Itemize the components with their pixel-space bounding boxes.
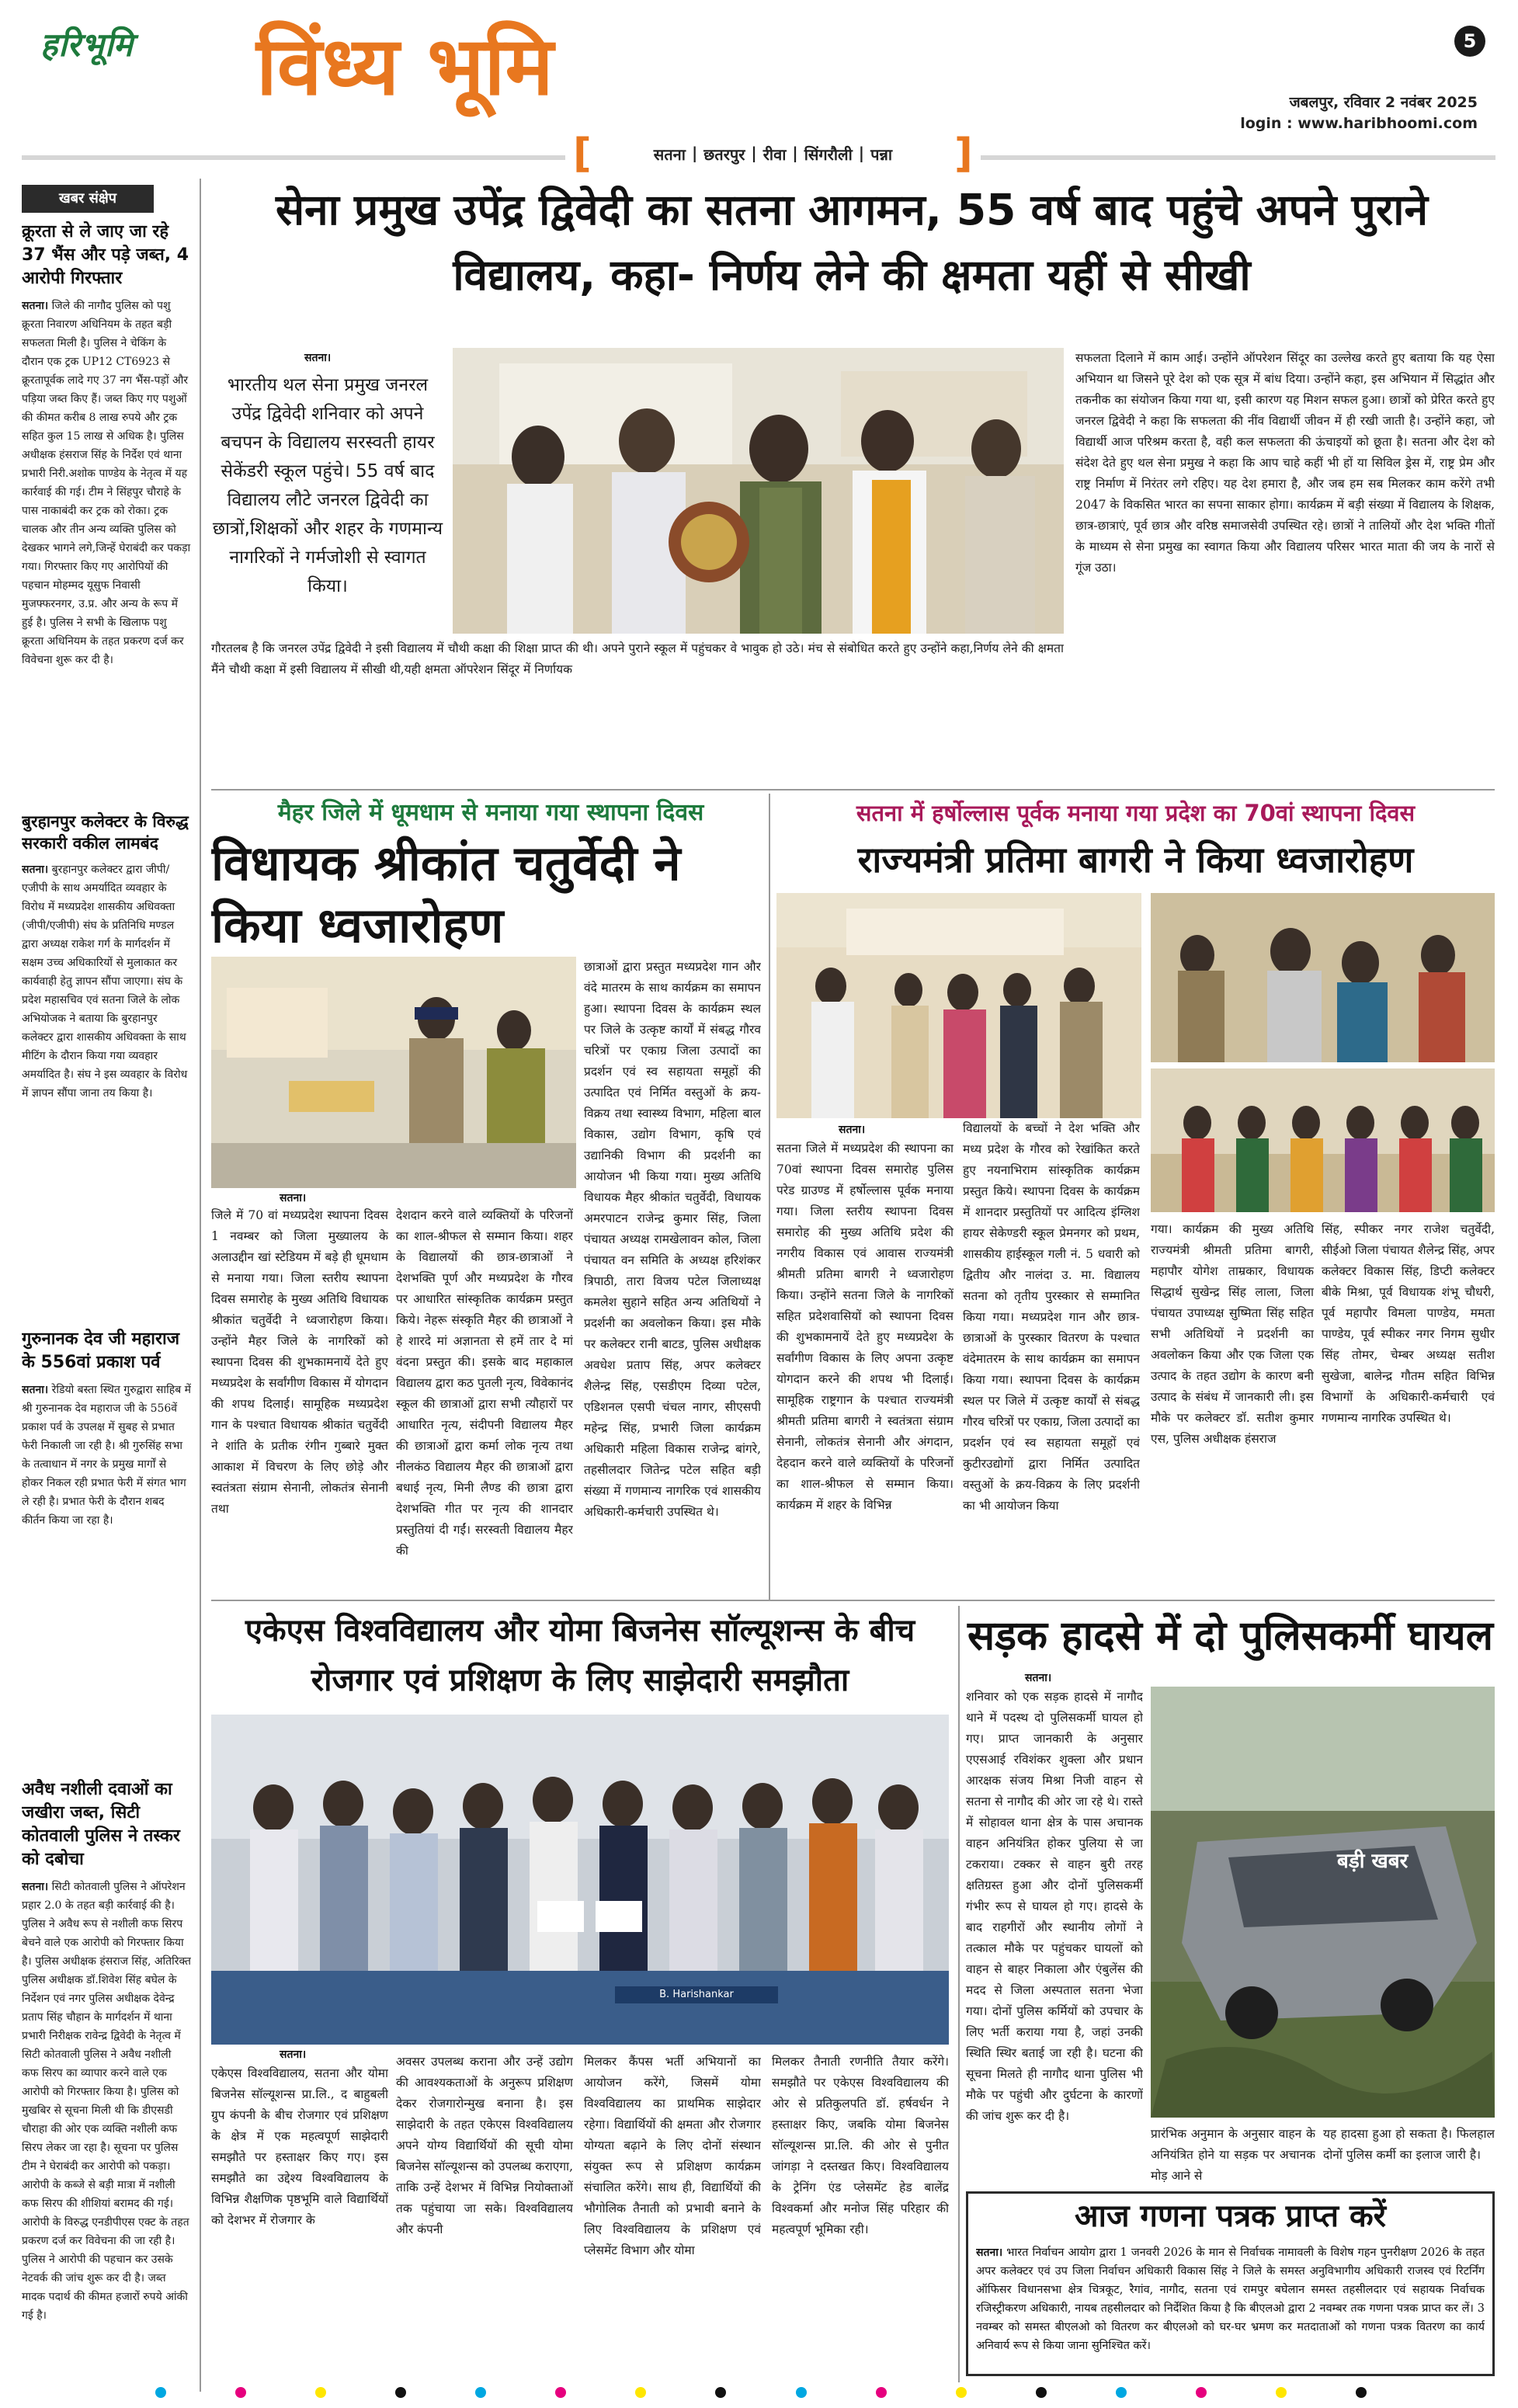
maihar-photo — [211, 957, 576, 1188]
sidebar-brief-2 — [22, 811, 191, 1277]
region-separator: | — [858, 143, 865, 162]
maihar-dateline — [280, 1190, 306, 1205]
region-separator: | — [751, 143, 757, 162]
aks-col-2: अवसर उपलब्ध कराना और उन्हें उद्योग की आवश्यकताओं के अनुरूप प्रशिक्षण देकर रोजगारोन्मुख बनाना है। इस साझेदारी के तहत एकेएस विश्वविद्यालय अपने योग्य विद्यार्थियों की सूची योमा बिजनेस सॉल्यूशन्स को उपलब्ध कराएगा, ताकि उन्हें देशभर में विभिन्न नियोक्ताओं तक पहुंचाया जा सके। विश्वविद्यालय और कंपनी — [396, 2055, 573, 2236]
satna-dateline — [839, 1121, 865, 1137]
satna-col-4: सिंह, स्पीकर नगर राजेश चतुर्वेदी, सीईओ जिला पंचायत शैलेन्द्र सिंह, अपर कलेक्टर विकास सिंह, डिप्टी कलेक्टर बीके मिश्रा, पूर्व विधायक शंभू चौधरी, पूर्व महापौर विमला पाण्डेय, ममता पाण्डेय, पूर्व स्पीकर नगर निगम सुधीर सिंह तोमर, चेम्बर अध्यक्ष सतीश सुखेजा, बालेन्द्र गौतम सहित विभिन्न विभागों के अधिकारी-कर्मचारी एवं गणमान्य नागरिक उपस्थित थे। — [1322, 1222, 1495, 1425]
maihar-col-2: देशदान करने वाले व्यक्तियों के परिजनों का शाल-श्रीफल से सम्मान किया। शहर के विद्यालयों की छात्र-छात्राओं ने देशभक्ति पूर्ण और मध्यप्रदेश के गौरव पर आधारित सांस्कृतिक कार्यक्रम प्रस्तुत किये। नेहरू संस्कृति मैहर की छात्राओं ने हे शारदे मां अज्ञानता से हमें तार दे मां वंदना प्रस्तुत की। इसके बाद महाकाल विद्यालय द्वारा कठ पुतली नृत्य, विवेकानंद स्कूल की छात्राओं द्वारा सभी त्यौहारों पर आधारित नृत्य, संदीपनी विद्यालय मैहर की छात्राओं द्वारा कर्मा लोक नृत्य तथा नीलकंठ विद्यालय मैहर की छात्राओं द्वारा बधाई नृत्य, मिनी लैण्ड की छात्रा द्वारा देशभक्ति गीत पर नृत्य की शानदार प्रस्तुतियां दी गईं। सरस्वती विद्यालय मैहर की — [396, 1208, 573, 1558]
photo-tag: बड़ी खबर — [1337, 1850, 1409, 1873]
satna-col-2: विद्यालयों के बच्चों ने देश भक्ति और मध्य प्रदेश के गौरव को रेखांकित करते हुए नयनाभिराम सांस्कृतिक कार्यक्रम प्रस्तुत किये। स्थापना दिवस के कार्यक्रम में शानदार प्रस्तुतियों पर आदित्य इंग्लिश हायर सेकेण्डरी स्कूल प्रेमनगर को प्रथम, शासकीय हाईस्कूल गली नं. 5 धवारी को द्वितीय और नालंदा उ. मा. विद्यालय सतना को तृतीय पुरस्कार से सम्मानित किया गया। मध्यप्रदेश गान और छात्र-छात्राओं के पुरस्कार वितरण के पश्चात वंदेमातरम के साथ कार्यक्रम का समापन किया गया। स्थापना दिवस के कार्यक्रम स्थल पर जिले में उत्कृष्ट कार्यों से संबद्ध गौरव चरित्रों पर एकाग्र, जिला उत्पादों का प्रदर्शन एवं स्व सहायता समूहों एवं कुटीरउद्योगों द्वारा निर्मित उत्पादित वस्तुओं के क्रय-विक्रय के लिए प्रदर्शनी का भी आयोजन किया — [963, 1121, 1140, 1513]
aks-photo — [211, 1715, 949, 2045]
bracket-left-icon: [ — [573, 130, 592, 177]
registration-dot — [1356, 2387, 1367, 2398]
registration-dot — [635, 2387, 646, 2398]
aks-col-1: एकेएस विश्वविद्यालय, सतना और योमा बिजनेस सॉल्यूशन्स प्रा.लि., द बाहुबली ग्रुप कंपनी के बीच रोजगार एवं प्रशिक्षण के क्षेत्र में एक महत्वपूर्ण साझेदारी समझौते पर हस्ताक्षर किए गए। इस समझौते का उद्देश्य विश्वविद्यालय के विभिन्न शैक्षणिक पृष्ठभूमि वाले विद्यार्थियों को देशभर में रोजगार के — [211, 2066, 388, 2227]
registration-dot — [475, 2387, 486, 2398]
page-number: 5 — [1454, 26, 1485, 57]
sidebar-label: खबर संक्षेप — [22, 185, 154, 213]
sidebar-divider — [200, 179, 201, 2392]
aks-headline: एकेएस विश्वविद्यालय और योमा बिजनेस सॉल्यूशन्स के बीच रोजगार एवं प्रशिक्षण के लिए साझेदारी समझौता — [245, 1613, 915, 1698]
lead-dateline — [304, 349, 331, 365]
dateline: सतना। — [1025, 1672, 1052, 1684]
region-chhatarpur[interactable]: छतरपुर — [703, 144, 745, 164]
census-body: भारत निर्वाचन आयोग द्वारा 1 जनवरी 2026 के मान से निर्वाचक नामावली के विशेष गहन पुनरीक्षण 2026 के तहत अपर कलेक्टर एवं उप जिला निर्वाचन अधिकारी विकास सिंह ने जिले के समस्त अनुविभागीय अधिकारी राजस्व एवं रिटर्निंग ऑफिसर विधानसभा क्षेत्र चित्रकूट, रैगांव, नागौद, सतना एवं रामपुर बघेलान समस्त तहसीलदार एवं सहायक निर्वाचक रजिस्ट्रीकरण अधिकारी, नायब तहसीलदार को निर्देशित किया है कि बीएलओ द्वारा 2 नवम्बर तक गणना पत्रक प्राप्त कर लें। 3 नवम्बर को समस्त बीएलओ को वितरण कर बीएलओ को घर-घर भ्रमण कर मतदाताओं को गणना पत्रक वितरण का कार्य अनिवार्य रूप से किया जाना सुनिश्चित करें। — [976, 2246, 1485, 2352]
maihar-headline: विधायक श्रीकांत चतुर्वेदी ने किया ध्वजारोहण — [211, 835, 681, 954]
section-divider — [211, 1600, 1495, 1601]
brief-body — [22, 1878, 191, 2325]
sidebar-brief-3 — [22, 1328, 191, 1763]
lead-body-left: गौरतलब है कि जनरल उपेंद्र द्विवेदी ने इसी विद्यालय में चौथी कक्षा की शिक्षा प्राप्त की थी। अपने पुराने स्कूल में पहुंचकर वे भावुक हो उठे। मंच से संबोधित करते हुए उन्होंने कहा,निर्णय लेने की क्षमता मैंने चौथी कक्षा में इसी विद्यालय में सीखी थी,यही क्षमता ऑपरेशन सिंदूर में निर्णायक — [211, 641, 1064, 676]
edition-date: जबलपुर, रविवार 2 नवंबर 2025 — [1289, 94, 1478, 111]
lead-intro: भारतीय थल सेना प्रमुख जनरल उपेंद्र द्विवेदी शनिवार को अपने बचपन के विद्यालय सरस्वती हायर सेकेंडरी स्कूल पहुंचे। 55 वर्ष बाद विद्यालय लौटे जनरल द्विवेदी का छात्रों,शिक्षकों और शहर के गणमान्य नागरिकों ने गर्मजोशी से स्वागत किया। — [212, 375, 443, 596]
brief-headline: अवैध नशीली दवाओं का जखीरा जब्त, सिटी कोतवाली पुलिस ने तस्कर को दबोचा — [22, 1780, 180, 1869]
region-singrauli[interactable]: सिंगरौली — [804, 144, 853, 164]
region-rewa[interactable]: रीवा — [762, 144, 787, 164]
dateline: सतना। — [304, 352, 332, 364]
registration-dot — [876, 2387, 887, 2398]
maihar-col-1: जिले में 70 वां मध्यप्रदेश स्थापना दिवस 1 नवम्बर को जिला मुख्यालय के अलाउद्दीन खां स्टेडियम में बड़े ही धूमधाम से मनाया गया। जिला स्तरीय स्थापना दिवस समारोह के मुख्य अतिथि विधायक श्रीकांत चतुर्वेदी ने ध्वजारोहण किया। उन्होंने मैहर जिले के नागरिकों को स्थापना दिवस की शुभकामनायें देते हुए मध्यप्रदेश के सर्वांगीण विकास में योगदान की शपथ दिलाई। सामूहिक मध्यप्रदेश गान के पश्चात विधायक श्रीकांत चतुर्वेदी ने शांति के प्रतीक रंगीन गुब्बारे मुक्त आकाश में विचरण के लिए छोड़े और स्वतंत्रता संग्राम सेनानी, लोकतंत्र सेनानी तथा — [211, 1208, 388, 1516]
brief-headline: गुरुनानक देव जी महाराज के 556वां प्रकाश पर्व — [22, 1329, 180, 1372]
registration-dot — [155, 2387, 166, 2398]
satna-headline: राज्यमंत्री प्रतिमा बागरी ने किया ध्वजारोहण — [857, 839, 1414, 881]
region-strip — [565, 130, 981, 177]
registration-dot — [235, 2387, 246, 2398]
satna-photo-1 — [776, 893, 1141, 1118]
satna-col-1: सतना जिले में मध्यप्रदेश की स्थापना का 70वां स्थापना दिवस समारोह पुलिस परेड ग्राउण्ड में हर्षोल्लास पूर्वक मनाया गया। जिला स्तरीय स्थापना दिवस समारोह की मुख्य अतिथि प्रदेश की नगरीय विकास एवं आवास राज्यमंत्री श्रीमती प्रतिमा बागरी ने ध्वजारोहण किया। उन्होंने सतना जिले के नागरिकों सहित प्रदेशवासियों को स्थापना दिवस की शुभकामनायें देते हुए मध्यप्रदेश के सर्वांगीण विकास के लिए अपना उत्कृष्ट योगदान करने की शपथ भी दिलाई। सामूहिक राष्ट्रगान के पश्चात राज्यमंत्री श्रीमती प्रतिमा बागरी ने स्वतंत्रता संग्राम सेनानी, लोकतंत्र सेनानी और अंगदान, देहदान करने वाले व्यक्तियों के परिजनों का शाल-श्रीफल से सम्मान किया। कार्यक्रम में शहर के विभिन्न — [776, 1141, 954, 1512]
aks-col-4: मिलकर तैनाती रणनीति तैयार करेंगे। समझौते पर एकेएस विश्वविद्यालय की ओर से प्रतिकुलपति डॉ. हर्षवर्धन ने हस्ताक्षर किए, जबकि योमा बिजनेस सॉल्यूशन्स प्रा.लि. की ओर से पुनीत जांगड़ा ने दस्तखत किए। विश्वविद्यालय के ट्रेनिंग एंड प्लेसमेंट हेड बालेंद्र विश्वकर्मा और मनोज सिंह परिहार की महत्वपूर्ण भूमिका रही। — [772, 2055, 949, 2236]
accident-col-3: यह हादसा हुआ हो सकता है। फिलहाल दोनों पुलिस कर्मी का इलाज जारी है। — [1323, 2127, 1495, 2162]
maihar-col-3: छात्राओं द्वारा प्रस्तुत मध्यप्रदेश गान और वंदे मातरम के साथ कार्यक्रम का समापन हुआ। स्थापना दिवस के कार्यक्रम स्थल पर जिले के उत्कृष्ट कार्यों में संबद्ध गौरव चरित्रों पर एकाग्र जिला उत्पादों का प्रदर्शन एवं स्व सहायता समूहों की उत्पादित एवं निर्मित वस्तुओं के क्रय-विक्रय तथा स्वास्थ्य विभाग, महिला बाल विकास, उद्योग विभाग, कृषि एवं उद्यानिकी विभाग की प्रदर्शनी का आयोजन भी किया गया। मुख्य अतिथि विधायक मैहर श्रीकांत चतुर्वेदी, विधायक अमरपाटन राजेन्द्र कुमार सिंह, जिला पंचायत अध्यक्ष रामखेलावन कोल, जिला पंचायत वन समिति के अध्यक्ष हरिशंकर त्रिपाठी, तारा विजय पटेल जिलाध्यक्ष कमलेश सुहाने सहित अन्य अतिथियों ने प्रदर्शनी का अवलोकन किया। इस मौके पर कलेक्टर रानी बाटड, पुलिस अधीक्षक अवधेश प्रताप सिंह, अपर कलेक्टर शैलेन्द्र सिंह, एसडीएम दिव्या पटेल, एडिशनल एसपी चंचल नागर, सीएसपी महेन्द्र सिंह, प्रभारी जिला कार्यक्रम अधिकारी महिला विकास राजेन्द्र बांगरे, तहसीलदार जितेन्द्र पटेल सहित बड़ी संख्या में गणमान्य नागरिक एवं शासकीय अधिकारी-कर्मचारी उपस्थित थे। — [584, 960, 761, 1519]
brief-body — [22, 860, 191, 1103]
lead-body-right: सफलता दिलाने में काम आई। उन्होंने ऑपरेशन सिंदूर का उल्लेख करते हुए बताया कि यह ऐसा अभियान था जिसने पूरे देश को एक सूत्र में बांध दिया। उन्होंने कहा, इस अभियान में सिद्धांत और तकनीक का संयोजन किया गया था, इसी कारण यह मिशन सफल हुआ। छात्रों को प्रेरित करते हुए जनरल द्विवेदी ने कहा कि सफलता की नींव विद्यार्थी जीवन में ही रखी जाती है। उन्होंने कहा, जो विद्यार्थी आज परिश्रम करता है, वही कल सफलता की ऊंचाइयों को छूता है। सतना और देश को संदेश देते हुए थल सेना प्रमुख ने कहा कि आप चाहे कहीं भी हों या सिविल ड्रेस में, राष्ट्र प्रेम और राष्ट्र निर्माण में निरंतर लगे रहिए। यह देश हमारा है, और जब हम सब मिलकर काम करेंगे तभी 2047 के विकसित भारत का सपना साकार होगा। कार्यक्रम में बड़ी संख्या में विद्यालय के शिक्षक, छात्र-छात्राएं, पूर्व छात्र और वरिष्ठ समाजसेवी उपस्थित रहे। छात्रों ने तालियों और देश भक्ति गीतों के माध्यम से सेना प्रमुख का स्वागत किया और विद्यालय परिसर भारत माता की जय के नारों से गूंज उठा। — [1075, 351, 1495, 575]
sidebar-brief-4 — [22, 1778, 191, 2368]
lead-headline: सेना प्रमुख उपेंद्र द्विवेदी का सतना आगमन, 55 वर्ष बाद पहुंचे अपने पुराने विद्यालय, कहा- निर्णय लेने की क्षमता यहीं से सीखी — [275, 185, 1429, 300]
region-separator: | — [691, 143, 698, 162]
census-box — [966, 2191, 1495, 2376]
region-satna[interactable]: सतना — [653, 144, 686, 164]
page-section-title: विंध्य भूमि — [256, 19, 554, 113]
registration-dot — [796, 2387, 807, 2398]
accident-col-1: शनिवार को एक सड़क हादसे में नागौद थाने में पदस्थ दो पुलिसकर्मी घायल हो गए। प्राप्त जानकारी के अनुसार एएसआई रविशंकर शुक्ला और प्रधान आरक्षक संजय मिश्रा निजी वाहन से सतना से नागौद की ओर जा रहे थे। रास्ते में सोहावल थाना क्षेत्र के पास अचानक वाहन अनियंत्रित होकर पुलिया से जा टकराया। टक्कर से वाहन बुरी तरह क्षतिग्रस्त हुआ और दोनों पुलिसकर्मी गंभीर रूप से घायल हो गए। हादसे के बाद राहगीरों और स्थानीय लोगों ने तत्काल मौके पर पहुंचकर घायलों को वाहन से बाहर निकाला और एंबुलेंस की मदद से जिला अस्पताल सतना भेजा गया। दोनों पुलिस कर्मियों को उपचार के लिए भर्ती कराया गया है, जहां उनकी स्थिति स्थिर बताई जा रही है। घटना की सूचना मिलते ही नागौद थाना पुलिस भी मौके पर पहुंची और दुर्घटना के कारणों की जांच शुरू कर दी है। — [966, 1690, 1143, 2123]
dateline: सतना। — [839, 1124, 866, 1136]
dateline: सतना। — [976, 2246, 1003, 2259]
dateline: सतना। — [22, 863, 49, 876]
dateline: सतना। — [22, 1881, 49, 1893]
lead-photo — [453, 348, 1064, 634]
aks-col-3: मिलकर कैंपस भर्ती अभियानों का आयोजन करेंगे, जिसमें योमा विश्वविद्यालय का प्राथमिक साझेदार रहेगा। विद्यार्थियों की क्षमता और रोजगार योग्यता बढ़ाने के लिए दोनों संस्थान संयुक्त रूप से प्रशिक्षण कार्यक्रम संचालित करेंगे। साथ ही, विद्यार्थियों की भौगोलिक तैनाती को प्रभावी बनाने के लिए विश्वविद्यालय के प्रशिक्षण एवं प्लेसमेंट विभाग और योमा — [584, 2055, 761, 2257]
dateline: सतना। — [280, 1192, 307, 1204]
brief-text: सिटी कोतवाली पुलिस ने ऑपरेशन प्रहार 2.0 के तहत बड़ी कार्रवाई की है। पुलिस ने अवैध रूप से नशीली कफ सिरप बेचने वाले एक आरोपी को गिरफ्तार किया है। पुलिस अधीक्षक हंसराज सिंह, अतिरिक्त पुलिस अधीक्षक डॉ.शिवेश सिंह बघेल के निर्देशन एवं नगर पुलिस अधीक्षक देवेन्द्र प्रताप सिंह चौहान के मार्गदर्शन में थाना प्रभारी निरीक्षक रावेन्द्र द्विवेदी के नेतृत्व में सिटी कोतवाली पुलिस ने अवैध नशीली कफ सिरप का व्यापार करने वाले एक आरोपी को गिरफ्तार किया है। पुलिस को मुखबिर से सूचना मिली थी कि डीएसडी चौराहा की ओर एक व्यक्ति नशीली कफ सिरप लेकर जा रहा है। सूचना पर पुलिस टीम ने घेराबंदी कर आरोपी को पकड़ा। आरोपी के कब्जे से बड़ी मात्रा में नशीली कफ सिरप की शीशियां बरामद की गई। आरोपी के विरुद्ध एनडीपीएस एक्ट के तहत प्रकरण दर्ज कर विवेचना की जा रही है। पुलिस ने आरोपी की पहचान कर उसके नेटवर्क की जांच शुरू कर दी है। जब्त मादक पदार्थ की कीमत हजारों रुपये आंकी गई है। — [22, 1881, 191, 2322]
registration-dot — [315, 2387, 326, 2398]
maihar-kicker: मैहर जिले में धूमधाम से मनाया गया स्थापना दिवस — [277, 799, 704, 826]
satna-photo-2 — [1151, 893, 1495, 1062]
registration-dot — [1116, 2387, 1127, 2398]
registration-dot — [555, 2387, 566, 2398]
brief-body — [22, 297, 191, 669]
accident-col-2: प्रारंभिक अनुमान के अनुसार वाहन के अनियंत्रित होने या सड़क पर अचानक मोड़ आने से — [1151, 2127, 1315, 2183]
registration-strip — [155, 2385, 1367, 2399]
registration-dot — [715, 2387, 726, 2398]
registration-dot — [1196, 2387, 1207, 2398]
brief-headline: बुरहानपुर कलेक्टर के विरुद्ध सरकारी वकील लामबंद — [22, 812, 189, 853]
dateline: सतना। — [280, 2048, 307, 2061]
brief-text: बुरहानपुर कलेक्टर द्वारा जीपी/एजीपी के साथ अमर्यादित व्यवहार के विरोध में मध्यप्रदेश शासकीय अधिवक्ता (जीपी/एजीपी) संघ के प्रतिनिधि मण्डल द्वारा अध्यक्ष राकेश गर्ग के मार्गदर्शन में सक्षम उच्च अधिकारियों से मुलाकात कर कार्यवाही हेतु ज्ञापन सौंपा जाएगा। संघ के प्रदेश महासचिव एवं सतना जिले के लोक अभियोजक ने बताया कि बुरहानपुर कलेक्टर द्वारा शासकीय अधिवक्ता के साथ मीटिंग के दौरान किया गया व्यवहार अमर्यादित है। संघ ने इस व्यवहार के विरोध में ज्ञापन सौंपा जाना तय किया है। — [22, 863, 188, 1100]
satna-photo-3 — [1151, 1068, 1495, 1212]
accident-headline: सड़क हादसे में दो पुलिसकर्मी घायल — [967, 1613, 1493, 1659]
sidebar-brief-1 — [22, 221, 191, 811]
dateline: सतना। — [22, 1384, 49, 1396]
brief-text: रेडियो बस्ता स्थित गुरुद्वारा साहिब में श्री गुरुनानक देव महाराज जी के 556वें प्रकाश पर्व के उपलक्ष में सुबह से प्रभात फेरी निकाली जा रही है। श्री गुरुसिंह सभा के तत्वाधान में नगर के प्रमुख मार्गों से होकर निकल रही प्रभात फेरी में संगत भाग ले रही है। प्रभात फेरी के दौरान शबद कीर्तन किया जा रहा है। — [22, 1384, 191, 1527]
census-headline: आज गणना पत्रक प्राप्त करें — [1074, 2198, 1387, 2234]
accident-photo — [1151, 1687, 1495, 2118]
satna-col-3: गया। कार्यक्रम की मुख्य अतिथि राज्यमंत्री श्रीमती प्रतिमा बागरी, महापौर योगेश ताम्रकार, विधायक सिद्धार्थ सुखेन्द्र सिंह लाला, जिला पंचायत उपाध्यक्ष सुष्मिता सिंह सहित सभी अतिथियों ने प्रदर्शनी का अवलोकन किया और एक जिला एक उत्पाद के तहत उद्योग के कारण बनी उत्पाद के संबंध में जानकारी ली। इस मौके पर कलेक्टर डॉ. सतीश कुमार एस, पुलिस अधीक्षक हंसराज — [1151, 1222, 1314, 1446]
brief-text: जिले की नागौद पुलिस को पशु क्रूरता निवारण अधिनियम के तहत बड़ी सफलता मिली है। पुलिस ने चेकिंग के दौरान एक ट्रक UP12 CT6923 से क्रूरतापूर्वक लादे गए 37 नग भैंस-पड़ों और पड़िया जब्त किए हैं। जब्त किए गए पशुओं की कीमत करीब 8 लाख रुपये और ट्रक सहित कुल 15 लाख से अधिक है। पुलिस अधीक्षक हंसराज सिंह के निर्देश एवं थाना प्रभारी निरी.अशोक पाण्डेय के नेतृत्व में यह कार्रवाई की गई। टीम ने सिंहपुर चौराहे के पास नाकाबंदी कर ट्रक को रोका। ट्रक चालक और तीन अन्य व्यक्ति पुलिस को देखकर भागने लगे,जिन्हें घेराबंदी कर पकड़ा गया। गिरफ्तार किए गए आरोपियों की पहचान मोहम्मद यूसुफ निवासी मुजफ्फरनगर, उ.प्र. और अन्य के रूप में हुई है। पुलिस ने सभी के खिलाफ पशु क्रूरता अधिनियम के तहत प्रकरण दर्ज कर विवेचना शुरू कर दी है। — [22, 300, 191, 666]
photo-name-plate: B. Harishankar — [615, 1986, 778, 2003]
registration-dot — [1276, 2387, 1287, 2398]
column-divider — [958, 1606, 960, 2382]
brand-logo: हरिभूमि — [40, 26, 134, 64]
satna-kicker: सतना में हर्षोल्लास पूर्वक मनाया गया प्रदेश का 70वां स्थापना दिवस — [856, 800, 1416, 826]
region-panna[interactable]: पन्ना — [870, 144, 893, 164]
brief-headline: क्रूरता से ले जाए जा रहे 37 भैंस और पड़े जब्त, 4 आरोपी गिरफ्तार — [22, 222, 189, 288]
region-separator: | — [792, 143, 798, 162]
column-divider — [769, 794, 770, 1601]
registration-dot — [395, 2387, 406, 2398]
aks-dateline — [280, 2046, 306, 2062]
bracket-right-icon: ] — [954, 130, 973, 177]
section-divider — [211, 789, 1495, 791]
registration-dot — [1036, 2387, 1047, 2398]
accident-dateline — [1025, 1670, 1051, 1685]
dateline: सतना। — [22, 300, 49, 312]
brief-body — [22, 1381, 191, 1530]
login-link[interactable]: login : www.haribhoomi.com — [1240, 115, 1478, 132]
registration-dot — [956, 2387, 967, 2398]
